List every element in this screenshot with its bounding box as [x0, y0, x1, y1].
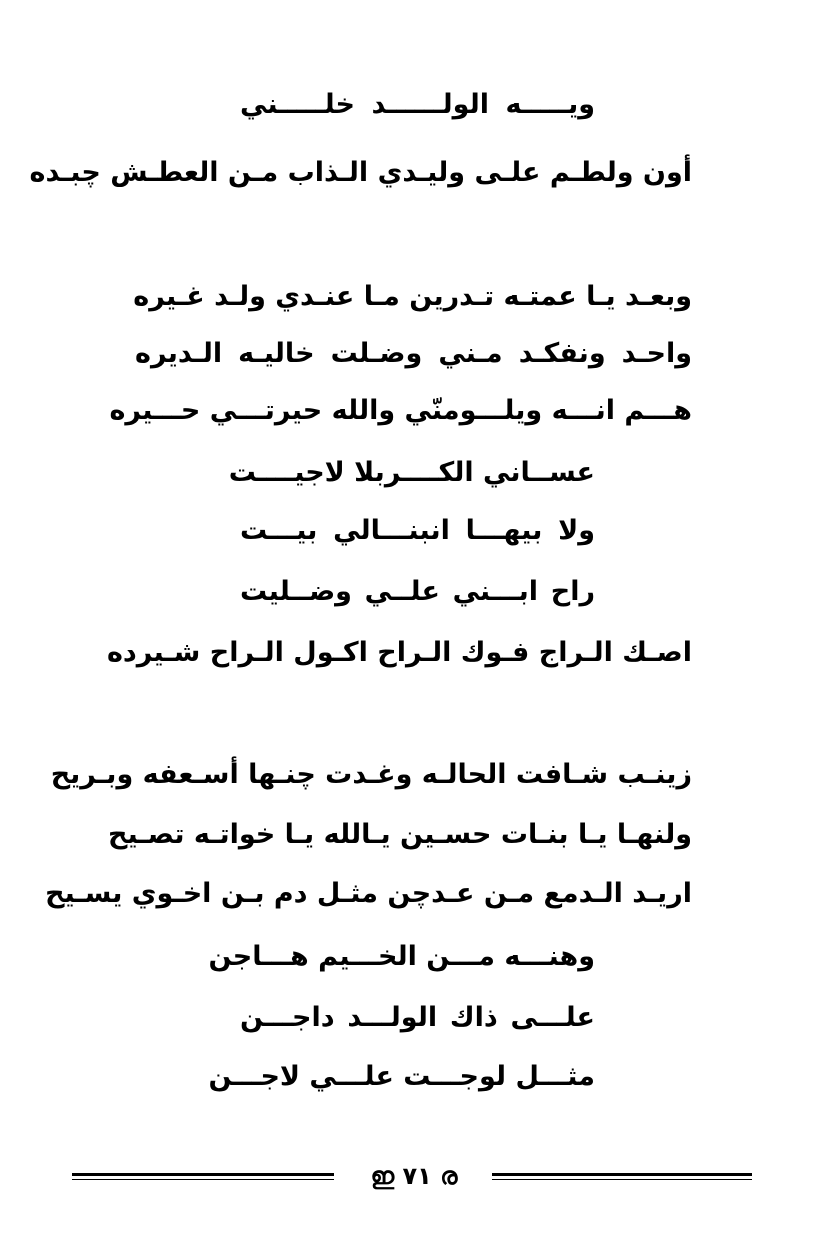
verse-line: وهنـــه مـــن الخـــيم هـــاجن	[208, 941, 595, 972]
page-number: ٧١	[402, 1162, 432, 1190]
page-footer	[72, 1163, 752, 1193]
verse-line: عســاني الكــــربلا لاجيــــت	[228, 457, 595, 488]
page-number-block	[354, 1161, 474, 1191]
footer-rule-left	[72, 1173, 334, 1180]
verse-line: وبعـد يـا عمتـه تـدرين مـا عنـدي ولـد غـيره	[133, 281, 692, 312]
verse-line: هـــم انـــه ويلـــومنّي والله حيرتـــي حـــيره	[109, 395, 692, 426]
verse-line: راح ابـــني علــي وضــليت	[240, 576, 595, 607]
ornament-right-icon: ര	[440, 1161, 458, 1190]
verse-line: مثـــل لوجـــت علـــي لاجـــن	[208, 1061, 595, 1092]
verse-line: أون ولطـم علـى وليـدي الـذاب مـن العطـش چبـده	[29, 157, 692, 188]
verse-line: زينـب شـافت الحالـه وغـدت چنـها أسـعفه وبـريح	[50, 759, 692, 790]
footer-rule-right	[492, 1173, 752, 1180]
verse-line: اريـد الـدمع مـن عـدچن مثـل دم بـن اخـوي يسـيح	[45, 878, 692, 909]
verse-line: علـــى ذاك الولـــد داجـــن	[240, 1002, 595, 1033]
verse-line: ولا بيهـــا انبنـــالي بيـــت	[240, 515, 595, 546]
verse-line: واحـد ونفكـد مـني وضـلت خاليـه الـديره	[135, 338, 692, 369]
verse-line: ولنهـا يـا بنـات حسـين يـالله يـا خواتـه تصـيح	[108, 819, 692, 850]
ornament-left-icon: ഇ	[370, 1161, 395, 1190]
verse-line: اصـك الـراج فـوك الـراح اكـول الـراح شـيرده	[106, 637, 692, 668]
verse-line: ويـــــه الولــــــد خلـــــني	[240, 89, 595, 120]
